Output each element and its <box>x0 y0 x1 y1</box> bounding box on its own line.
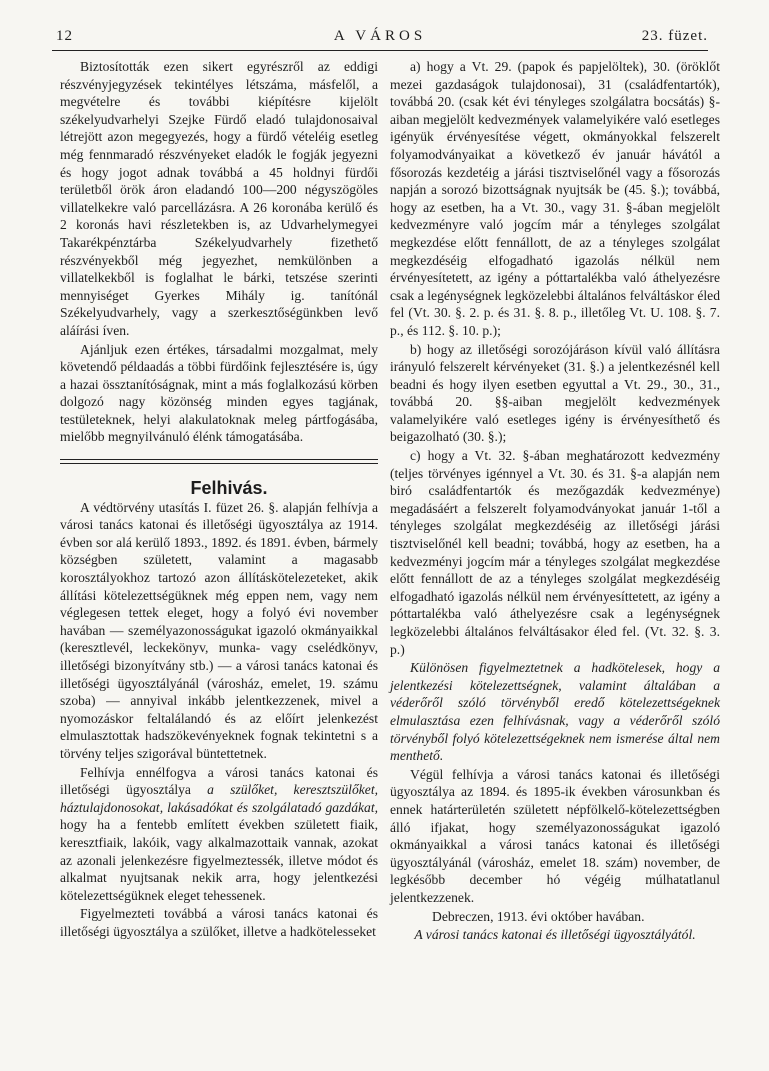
clause-b: b) hogy az illetőségi sorozójáráson kívül való állításra irányuló felszerelt kérvényeket (31. §.) a jelentkezésnél kell beadni és hogy ilyen esetben egyuttal a Vt. 29., 30., 31., továbbá 20. §§-aiban megjelölt kedvezmények valamelyikére való esetleges igény is érvényesíthető és beigazolható (30. §.); <box>390 341 720 445</box>
notice-paragraph: Figyelmezteti továbbá a városi tanács katonai és illetőségi ügyosztálya a szülőket, illetve a hadkötelesseket <box>60 906 378 939</box>
issue-number: 23. füzet. <box>641 28 708 44</box>
notice-paragraph: A védtörvény utasítás I. füzet 26. §. alapján felhívja a városi tanács katonai és illetőségi ügyosztálya az 1914. évben sor alá kerülő 1893., 1892. és 1891. évben, bármely községben született, valamint a magasabb korosztályokhoz tartozó azon állításkötelezeteket, akik állítási kötelezettségüknek még eppen nem, vagy nem véglegesen tettek eleget, hogy a folyó évi november havában — személyazonosságukat igazoló okmányaikkal (keresztlevél, leckekönyv, munka- vagy cselédkönyv, illetőségi bizonyítvány stb.) — a városi tanács katonai és illetőségi ügyosztályánál (városház, emelet, 19. számu szoba) — annyival inkább jelentkezzenek, mivel a nyomozáskor feltalálandó és az előírt jelenkezést elmulasztottak hadszökevényeknek fognak tekintetni s a törvény teljes szigorával büntettetnek. <box>60 499 378 761</box>
notice-paragraph: Felhívja ennélfogva a városi tanács katonai és illetőségi ügyosztálya a szülőket, keresztszülőket, háztulajdonosokat, lakásadókat és szolgálatadó gazdákat, hogy ha a fentebb említett években született fiaik, keresztfiaik, lakóik, vagy alkalmazottaik vannak, azokat az azonali jelenkezésre figyelmeztessék, illetve módot és alkalmat nyujtsanak nekik arra, hogy jelentkezési kötelezettségüknek eleget tehessenek. <box>60 764 378 903</box>
addressees-italic: a szülőket, keresztszülőket, háztulajdonosokat, lakásadókat és szolgálatadó gazdákat, <box>60 782 378 815</box>
article-paragraph: Ajánljuk ezen értékes, társadalmi mozgalmat, mely követendő példaadás a többi fürdőink fejlesztésére is, úgy a hazai össztanítóságnak, mint a más foglalkozású körben dolgozó nagy közönség minden egyes tagjának, testületeknek, helyi alakulatoknak meleg pártfogásába, mielőbb megnyilvánuló élénk támogatásába. <box>60 341 378 445</box>
article-paragraph: Biztosították ezen sikert egyrészről az eddigi részvényjegyzések tekintélyes létszáma, másfelől, a megvételre és további kiépítésre kijelölt székelyudvarhelyi Szejke Fürdő eladó tulajdonosaival létrejött azon megegyezés, hogy a fürdő vételéig esetleg még fennmaradó részvényeket eladók le fogják jegyezni és hogy jogot adnak továbbá a 45 holdnyi fürdői területből örök áron eladandó 100—200 négyszögöles villatelkekre való parcellázásra. A 26 koronába kerülő és 2 koronás havi részletekben is, az Udvarhelymegyei Takarékpénztárba Székelyudvarhely fizethető részvényekből még jegyezhet, nemkülönben a villatelkekből is foglalhat le bárki, tetszése szerinti mennyiséget Gyerkes Mihály ig. tanítónál Székelyudvarhely, vagy a szerkesztőségünkben levő aláírási íven. <box>60 59 378 338</box>
signature: A városi tanács katonai és illetőségi ügyosztályától. <box>414 927 696 943</box>
clause-c: c) hogy a Vt. 32. §-ában meghatározott kedvezmény (teljes törvényes igénnyel a Vt. 30. és 31. §-a alapján nem biró családfentartók és mezőgazdák kedvezménye) megadásáért a felszerelt folyamodványokat január 1-től a tényleges szolgálat megkezdéséig az illetőségi járási tisztviselőnél kell beadni; továbbá, hogy az esetben, ha a kedvezményi jogcím már a tényleges szolgálat megkezdése előtt fennállott de az a tényleges szolgálat megkezdéséig elfogadható igazolás nélkül nem érvényesíttetett, az igény a póttartalékba való áthelyezésre csak a legénységnek legközelebbi általános felváltásakor éled fel. (Vt. 32. §. 3. p.) <box>390 448 720 657</box>
left-column <box>60 58 378 941</box>
publication-title: A VÁROS <box>333 28 427 44</box>
header-rule <box>52 50 708 51</box>
place-date: Debreczen, 1913. évi október havában. <box>432 908 645 924</box>
warning-italic: Különösen figyelmeztetnek a hadkötelesek, hogy a jelentkezési kötelezettségnek, valamint általában a véderőről szóló törvényből eredő kötelezettségeknek elmulasztása ezen felhívásnak, vagy a véderőről szóló törvényből folyó kötelezettségeknek nem ismerése által nem menthető. <box>390 660 720 764</box>
page-number: 12 <box>56 28 73 44</box>
notice-heading: Felhivás. <box>190 478 268 499</box>
page-header <box>52 28 708 50</box>
section-divider <box>60 454 378 472</box>
final-paragraph: Végül felhívja a városi tanács katonai és illetőségi ügyosztálya az 1894. és 1895-ik években városunkban és ennek határterületén született népfölkelő-kötelezettségben álló ifjakat, hogy személyazonosságukat igazoló okmányaikkal a városi tanács katonai és illetőségi ügyosztályánál (városház, emelet 18. szám) november, de legkésőbb december hó végéig múlhatatlanul jelentkezzenek. <box>390 766 720 905</box>
right-column <box>390 58 720 944</box>
clause-a: a) hogy a Vt. 29. (papok és papjelöltek), 30. (öröklőt mezei gazdaságok tulajdonosai), 31 (családfentartók), továbbá 20. (csak két évi tényleges szolgálatra bocsátás) §-aiban megjelölt kedvezmények valamelyikére való esetleges igényük érvényesítése végett, okmányokkal felszerelt folyamodványaikat a következő év január hávától a fősorozás kezdetéig a járási tisztviselőnél vagy a fősorozás napján a sorozó bizottságnak nyujtsák be (45. §.); továbbá, hogy az esetben, ha a Vt. 30., vagy 31. §-ában megjelölt kedvezményre való jogcím már a tényleges szolgálat megkezdése előtt fennállott, de az a tényleges szolgálat megkezdéséig elfogadható igazolás nélkül nem érvényesítetett, az igény a póttartalékba való áthelyezésre csak a legénységnek legközelebbi általános felváltáskor éled fel (Vt. 30. §. 2. p. és 31. §. 8. p., illetőleg Vt. U. 108. §. 7. p., és 112. §. 10. p.); <box>390 59 720 338</box>
